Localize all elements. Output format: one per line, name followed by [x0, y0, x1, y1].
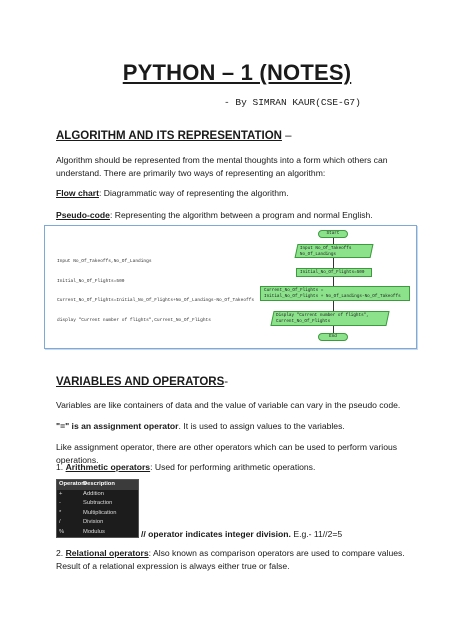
paragraph-integer-division — [141, 528, 441, 541]
flow-input-box — [295, 244, 374, 258]
code-line: display "Current number of flights",Current_No_Of_Flights — [57, 317, 211, 323]
heading-suffix: – — [281, 130, 292, 142]
table-row — [57, 499, 138, 509]
table-cell: Modulus — [83, 528, 105, 535]
table-cell: Division — [83, 519, 104, 525]
flowchart — [252, 230, 412, 344]
flow-arrow — [333, 277, 334, 286]
paragraph-pseudocode — [56, 209, 426, 222]
relational-definition: : Also known as comparison operators are used to compare values. Result of a relational expression is always either true or false. — [56, 548, 405, 571]
heading-text: ALGORITHM AND ITS REPRESENTATION — [56, 130, 282, 142]
assignment-term: "=" is an assignment operator — [56, 421, 179, 431]
integer-division-term: // operator indicates integer division. — [141, 529, 291, 539]
flow-display-box — [270, 311, 389, 326]
heading-text: VARIABLES AND OPERATORS — [56, 376, 225, 388]
table-row — [57, 490, 138, 500]
table-cell: * — [59, 509, 62, 516]
pseudocode-definition: : Representing the algorithm between a program and normal English. — [109, 210, 373, 220]
flowchart-definition: : Diagrammatic way of representing the algorithm. — [98, 188, 289, 198]
flow-arrow — [333, 301, 334, 311]
relational-term: Relational operators — [65, 548, 149, 558]
flow-init-box: Initial_No_Of_Flights=500 — [296, 268, 372, 277]
table-header: Description — [83, 481, 115, 487]
table-row — [57, 518, 138, 528]
flow-arrow — [333, 326, 334, 333]
table-header: Operators — [59, 481, 87, 487]
assignment-definition: . It is used to assign values to the variables. — [178, 421, 345, 431]
heading-suffix: - — [224, 376, 229, 388]
paragraph-relational — [56, 547, 428, 572]
table-cell: Addition — [83, 490, 104, 497]
table-cell: Subtraction — [83, 500, 113, 506]
flowchart-term: Flow chart — [56, 188, 99, 198]
section-heading-variables — [56, 376, 228, 388]
operators-table — [56, 479, 139, 538]
pseudo-code-block — [57, 246, 254, 337]
table-row — [57, 509, 138, 519]
flow-calc-box: Current_No_Of_Flights = Initial_No_Of_Flights + No_Of_Landings-No_Of_Takeoffs — [260, 286, 410, 301]
table-cell: Multiplication — [83, 509, 117, 516]
paragraph-algorithm-intro: Algorithm should be represented from the mental thoughts into a form which others can understand. There are primarily two ways of representing an algorithm: — [56, 155, 388, 178]
flow-arrow — [333, 258, 334, 268]
section-heading-algorithm — [56, 130, 292, 142]
pseudocode-term: Pseudo-code — [56, 210, 110, 220]
paragraph-arithmetic — [56, 461, 426, 474]
paragraph-other-operators: Like assignment operator, there are other operators which can be used to perform various operations. — [56, 442, 398, 465]
paragraph-variables: Variables are like containers of data and the value of variable can vary in the pseudo code. — [56, 400, 401, 410]
paragraph-flowchart — [56, 187, 426, 200]
flow-input-text: Input No_Of_Takeoffs No_Of_Landings — [299, 246, 352, 257]
table-cell: % — [59, 528, 65, 535]
algorithm-figure — [44, 225, 417, 349]
flow-end-terminal: End — [318, 333, 348, 341]
list-number: 1. — [56, 462, 66, 472]
flow-start-terminal: Start — [318, 230, 348, 238]
arithmetic-definition: : Used for performing arithmetic operations. — [150, 462, 316, 472]
table-row — [57, 528, 138, 538]
arithmetic-term: Arithmetic operators — [65, 462, 151, 472]
table-cell: + — [59, 490, 63, 497]
table-header-row — [57, 480, 138, 490]
paragraph-assignment — [56, 420, 426, 433]
table-cell: / — [59, 519, 61, 525]
integer-division-example: E.g.- 11//2=5 — [290, 529, 343, 539]
page-title: PYTHON – 1 (NOTES) — [122, 60, 352, 85]
code-line: Current_No_Of_Flights=Initial_No_Of_Flights+No_Of_Landings-No_Of_Takeoffs — [57, 298, 255, 303]
table-cell: - — [59, 500, 61, 506]
author-line: - By SIMRAN KAUR(CSE-G7) — [224, 97, 361, 108]
code-line: Input No_Of_Takeoffs,No_Of_Landings — [57, 259, 152, 264]
list-number: 2. — [56, 548, 66, 558]
flow-display-text: Display "Current number of flights", Current_No_Of_Flights — [276, 313, 369, 324]
code-line: Initial_No_Of_Flights=500 — [57, 278, 125, 284]
